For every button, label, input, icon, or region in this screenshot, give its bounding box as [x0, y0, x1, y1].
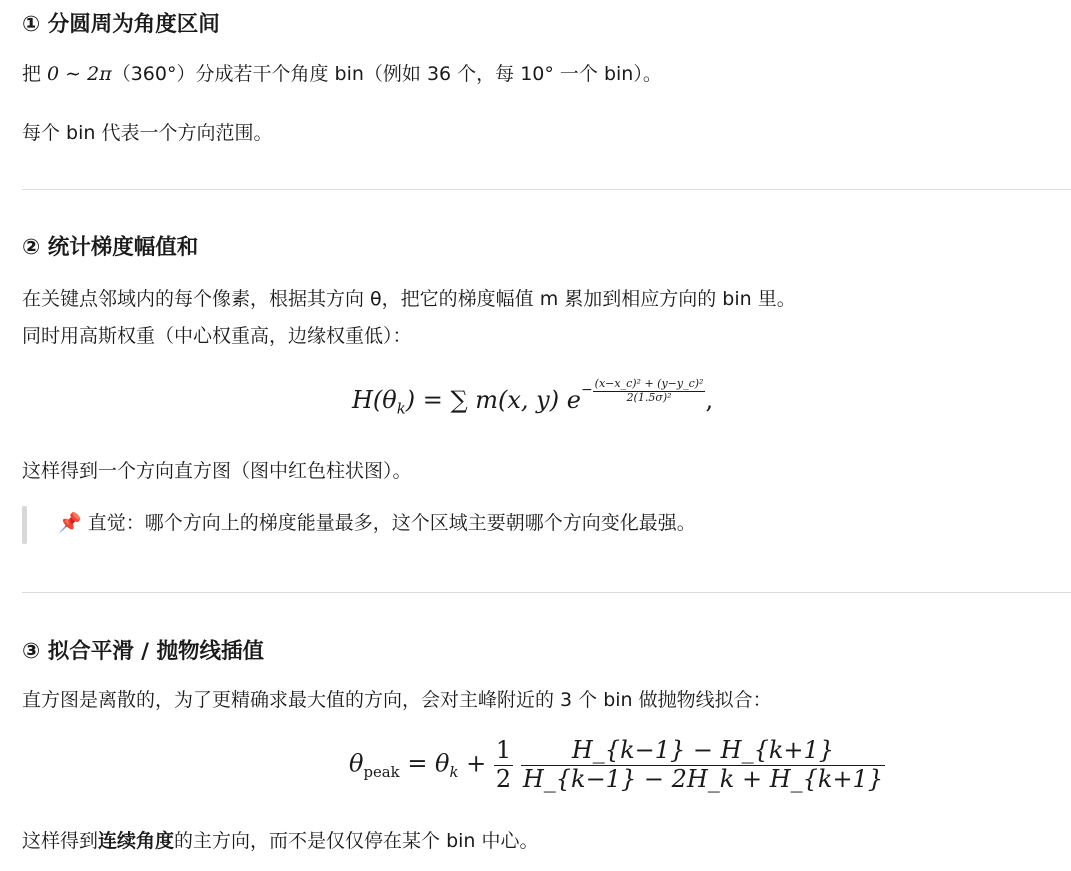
parabolic-interpolation-formula — [349, 737, 885, 793]
section-2-heading: ② 统计梯度幅值和 — [22, 235, 199, 260]
exponent-numerator: (x−x_c)² + (y−y_c)² — [594, 377, 704, 390]
exponent-fraction — [593, 378, 706, 404]
gaussian-weight-formula — [352, 378, 713, 417]
section-1-paragraph-1 — [22, 60, 662, 88]
section-3-text-b: 的主方向，而不是仅仅停在某个 bin 中心。 — [174, 830, 539, 852]
formula-lhs-sub: k — [396, 399, 406, 418]
section-2-paragraph-2: 同时用高斯权重（中心权重高，边缘权重低）： — [22, 325, 412, 347]
formula-eq-theta: = θ — [407, 749, 450, 778]
plus-sign: + — [466, 749, 487, 778]
section-3-paragraph-2 — [22, 827, 539, 855]
section-1-heading: ① 分圆周为角度区间 — [22, 12, 220, 37]
main-fraction — [521, 737, 885, 793]
section-1-text-a: 把 — [22, 63, 48, 85]
section-1-text-b: （360°）分成若干个角度 bin（例如 36 个，每 10° 一个 bin）。 — [111, 63, 662, 85]
section-3-heading: ③ 拟合平滑 / 抛物线插值 — [22, 639, 265, 664]
exponent-denominator: 2(1.5σ)² — [626, 390, 672, 404]
blockquote — [58, 509, 696, 537]
section-2-paragraph-3: 这样得到一个方向直方图（图中红色柱状图）。 — [22, 460, 412, 482]
formula-rhs: ) = ∑ m(x, y) e — [405, 386, 581, 415]
formula-comma: , — [705, 386, 714, 415]
section-3-text-a: 这样得到 — [22, 830, 99, 852]
peak-subscript: peak — [363, 762, 400, 781]
section-1-paragraph-2: 每个 bin 代表一个方向范围。 — [22, 122, 273, 144]
theta-symbol: θ — [349, 749, 364, 778]
pushpin-icon: 📌 — [58, 512, 82, 534]
formula-exponent: − (x−x_c)² + (y−y_c)² 2(1.5σ)² — [580, 377, 704, 404]
range-math: 0 ∼ 2π — [47, 63, 112, 85]
formula-lhs: H(θ — [352, 386, 397, 415]
divider — [22, 189, 1071, 190]
section-2-paragraph-1: 在关键点邻域内的每个像素，根据其方向 θ，把它的梯度幅值 m 累加到相应方向的 bin 里。 — [22, 288, 796, 310]
half-numerator: 1 — [495, 736, 512, 764]
continuous-angle-bold: 连续角度 — [98, 830, 175, 852]
blockquote-bar — [22, 506, 27, 544]
main-numerator: H_{k−1} − H_{k+1} — [521, 737, 885, 766]
half-fraction — [494, 737, 513, 793]
half-denominator: 2 — [495, 764, 512, 793]
k-subscript: k — [449, 762, 459, 781]
blockquote-text: 直觉：哪个方向上的梯度能量最多，这个区域主要朝哪个方向变化最强。 — [87, 512, 696, 534]
section-3-paragraph-1: 直方图是离散的，为了更精确求最大值的方向，会对主峰附近的 3 个 bin 做抛物线拟合： — [22, 689, 772, 711]
main-denominator: H_{k−1} − 2H_k + H_{k+1} — [522, 764, 884, 793]
divider — [22, 592, 1071, 593]
